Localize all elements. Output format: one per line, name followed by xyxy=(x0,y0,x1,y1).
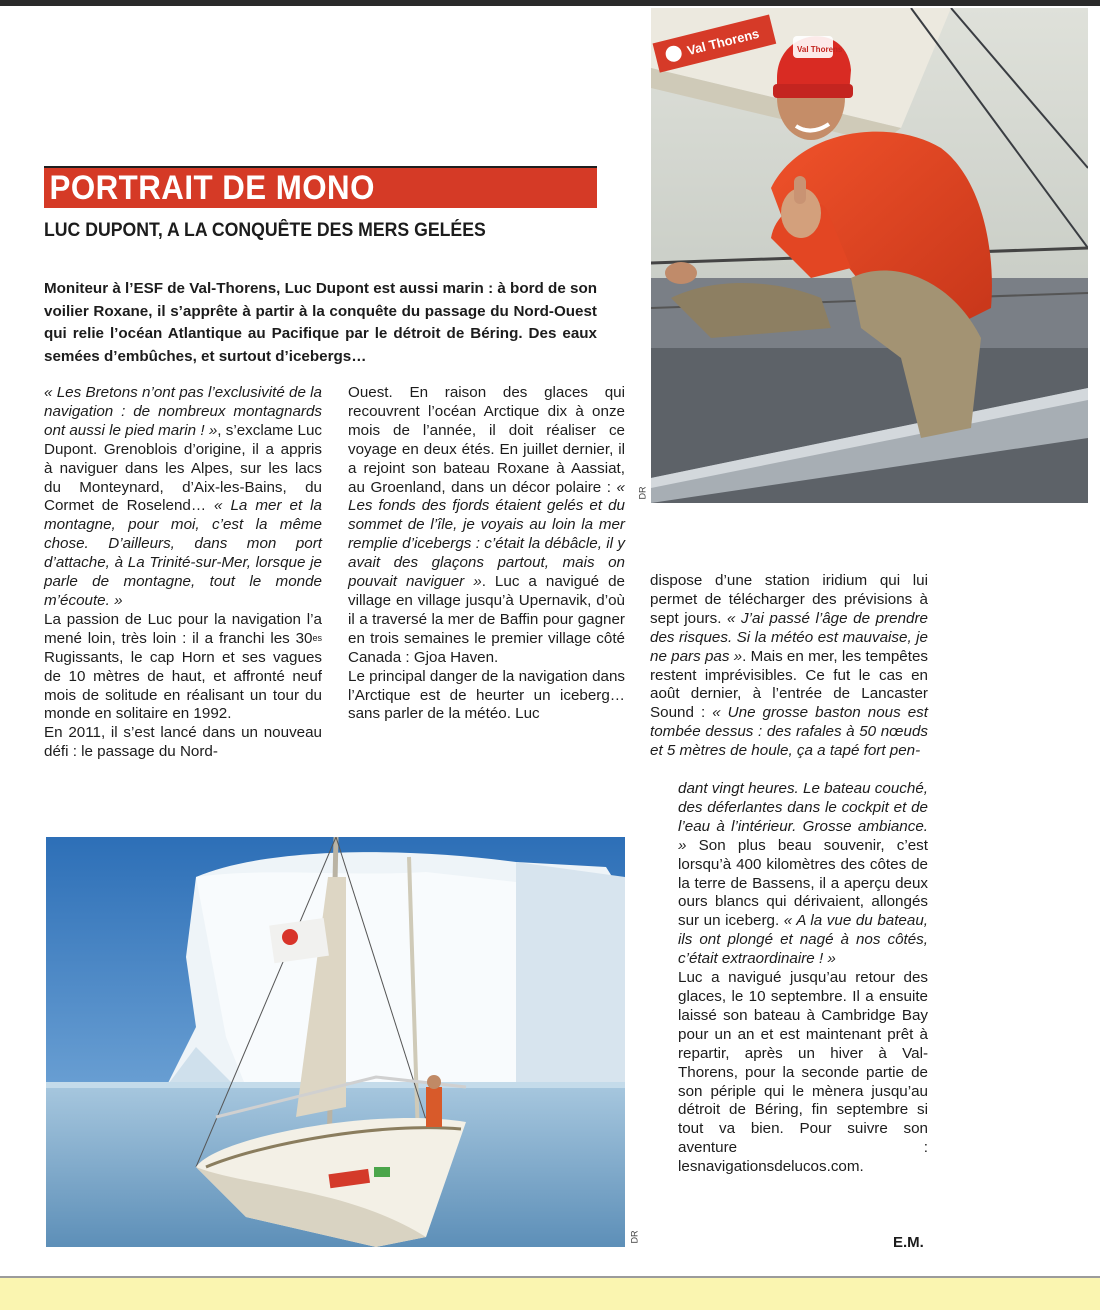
column-2-paragraph-1 xyxy=(348,384,625,668)
column-1-paragraph-3: En 2011, il s’est lancé dans un nouveau défi : le passage du Nord- xyxy=(44,724,322,761)
quote: « La mer et la montagne, pour moi, c’est la même chose. D’ailleurs, dans mon port d’attache, à La Trinité-sur-Mer, lorsque je parle de montagne, tout le monde m’écoute. » xyxy=(44,497,322,609)
sailor-photo xyxy=(651,8,1088,503)
quote: « Les Bretons n’ont pas l’exclusivité de la navigation : de nombreux montagnards ont aussi le pied marin ! » xyxy=(44,384,322,439)
column-1-paragraph-2 xyxy=(44,611,322,724)
body-text: , s’exclame Luc Dupont. Grenoblois d’origine, il a appris à naviguer dans les Alpes, sur les lacs du Monteynard, d’Aix-les-Bains, du Cormet de Roselend… xyxy=(44,421,322,515)
column-3-paragraph-2: Luc a navigué jusqu’au retour des glaces, le 10 septembre. Il a ensuite laissé son bateau à Cambridge Bay pour un an et est maintenant prêt à repartir, après un hiver à Val-Thorens, pour la seconde partie de son périple qui le mènera jusqu’au détroit de Béring, fin septembre si tout va bien. Pour suivre son aventure : lesnavigationsdelucos.com. xyxy=(678,969,928,1176)
article-column-3-top xyxy=(650,572,928,761)
column-2-paragraph-2: Le principal danger de la navigation dans l’Arctique est de heurter un iceberg… sans parler de la météo. Luc xyxy=(348,667,625,723)
column-3-paragraph-1-start xyxy=(650,572,928,761)
article-column-3-bottom xyxy=(678,780,928,1177)
article-subtitle: LUC DUPONT, A LA CONQUÊTE DES MERS GELÉES xyxy=(44,220,486,241)
quote: dant vingt heures. Le bateau couché, des déferlantes dans le cockpit et de l’eau à l’intérieur. Grosse ambiance. » xyxy=(678,780,928,854)
section-title: PORTRAIT DE MONO xyxy=(49,169,375,207)
body-text: Son plus beau souvenir, c’est lorsqu’à 400 kilomètres des côtes de la terre de Bassens, il a aperçu deux ours blancs qui dérivaient, allongés sur un iceberg. xyxy=(678,836,928,930)
article-column-1 xyxy=(44,384,322,762)
sailor-photo-illustration xyxy=(651,8,1088,503)
article-intro: Moniteur à l’ESF de Val-Thorens, Luc Dupont est aussi marin : à bord de son voilier Roxane, il s’apprête à partir à la conquête du passage du Nord-Ouest qui relie l’océan Atlantique au Pacifique par le détroit de Béring. Des eaux semées d’embûches, et surtout d’icebergs… xyxy=(44,280,597,365)
sailboat-iceberg-illustration xyxy=(46,837,625,1247)
body-text: . Luc a navigué de village en village jusqu’à Upernavik, d’où il a traversé la mer de Baffin pour gagner en trois semaines le premier village côté Canada : Gjoa Haven. xyxy=(348,573,625,666)
quote: « A la vue du bateau, ils ont plongé et nagé à nos côtés, c’était extraordinaire ! » xyxy=(678,912,928,968)
banner-text: Val Thorens xyxy=(685,25,761,59)
superscript: es xyxy=(312,632,322,643)
column-3-paragraph-1-end xyxy=(678,780,928,969)
body-text: dispose d’une station iridium qui lui permet de télécharger des prévisions à sept jours. xyxy=(650,572,928,627)
hat-logo-text: Val Thorens xyxy=(797,45,843,54)
top-border-line xyxy=(0,0,1100,6)
sailboat-iceberg-photo xyxy=(46,837,625,1247)
photo-credit-2: DR xyxy=(629,1230,640,1244)
quote: « Une grosse baston nous est tombée dessus : des rafales à 50 nœuds et 5 mètres de houle, ça a tapé fort pen- xyxy=(650,704,928,760)
page-footer-band xyxy=(0,1278,1100,1310)
column-1-paragraph-1 xyxy=(44,384,322,611)
section-title-banner xyxy=(44,166,597,208)
photo-credit-1: DR xyxy=(637,486,648,500)
body-text: Ouest. En raison des glaces qui recouvrent l’océan Arctique dix à onze mois de l’année, il doit réaliser ce voyage en deux étés. En juillet dernier, il a rejoint son bateau Roxane à Aassiat, au Groenland, dans un décor polaire : xyxy=(348,384,625,496)
body-text: . Mais en mer, les tempêtes restent imprévisibles. Ce fut le cas en août dernier, à l’entrée de Lancaster Sound : xyxy=(650,647,929,722)
quote: « Les fonds des fjords étaient gelés et du sommet de l’île, je voyais au loin la mer remplie d’icebergs : c’était la débâcle, il y avait des glaçons partout, mais on pouvait naviguer » xyxy=(348,478,625,591)
author-signature: E.M. xyxy=(893,1234,924,1251)
body-text: Rugissants, le cap Horn et ses vagues de 10 mètres de haut, et affronté neuf mois de solitude en réalisant un tour du monde en solitaire en 1992. xyxy=(44,648,322,723)
body-text: La passion de Luc pour la navigation l’a mené loin, très loin : il a franchi les 30 xyxy=(44,610,322,647)
article-column-2 xyxy=(348,384,625,724)
quote: « J’ai passé l’âge de prendre des risques. Si la météo est mauvaise, je ne pars pas » xyxy=(650,609,928,665)
